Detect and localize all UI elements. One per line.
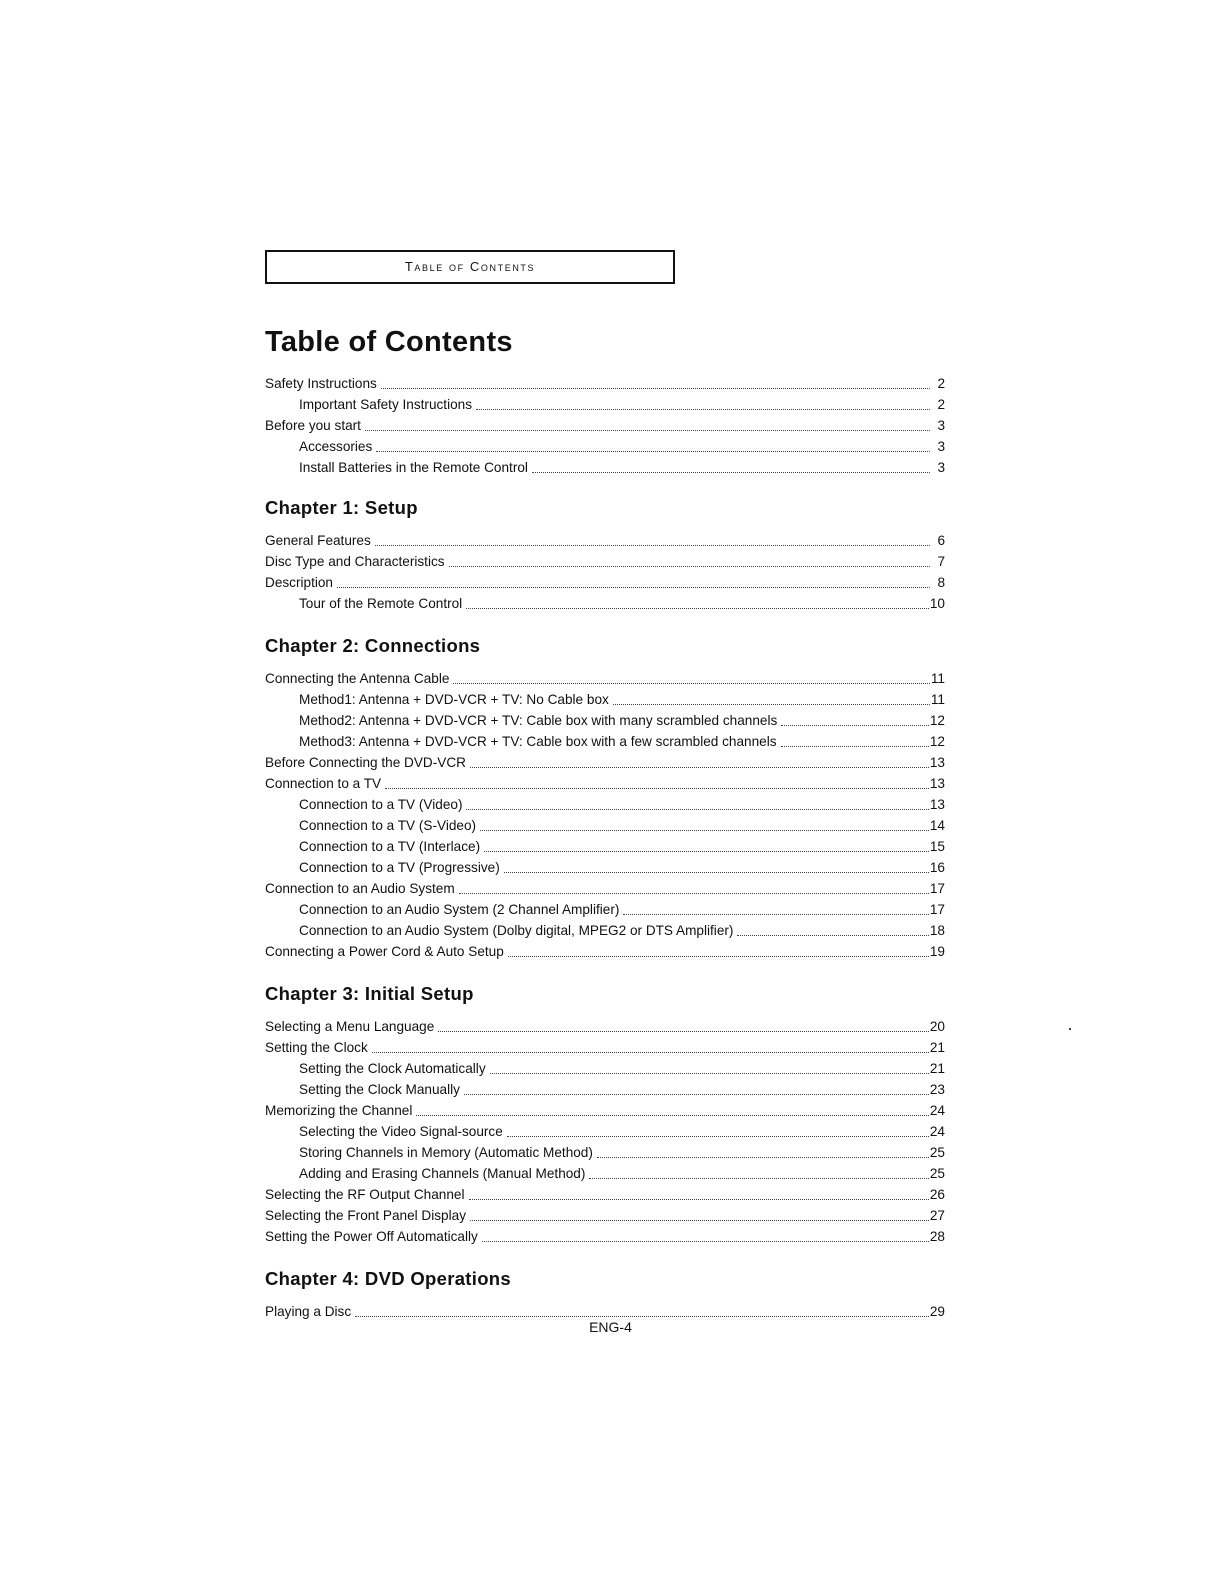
- toc-page-number: 12: [929, 734, 945, 749]
- toc-page-number: 19: [929, 944, 945, 959]
- toc-entry-text: Install Batteries in the Remote Control: [299, 460, 528, 475]
- toc-page-number: 27: [929, 1208, 945, 1223]
- toc-leader-dots: [490, 1073, 929, 1074]
- toc-leader-dots: [470, 767, 929, 768]
- page-title: Table of Contents: [265, 326, 513, 358]
- toc-entry: [265, 1016, 945, 1037]
- toc-leader-dots: [464, 1094, 929, 1095]
- toc-entry: [265, 794, 945, 815]
- toc-entry-text: Setting the Clock Automatically: [299, 1061, 486, 1076]
- toc-page-number: 25: [929, 1145, 945, 1160]
- toc-entry: [265, 593, 945, 614]
- toc-entry: [265, 1058, 945, 1079]
- toc-entry-text: Method1: Antenna + DVD-VCR + TV: No Cable box: [299, 692, 609, 707]
- toc-page-number: 11: [930, 671, 945, 686]
- toc-entry-text: Before you start: [265, 418, 361, 433]
- toc-entry-text: Method2: Antenna + DVD-VCR + TV: Cable box with many scrambled channels: [299, 713, 778, 728]
- toc-leader-dots: [480, 830, 929, 831]
- section-header-box: [265, 250, 675, 284]
- toc-entry-text: Selecting the Video Signal-source: [299, 1124, 503, 1139]
- toc-entry-text: Description: [265, 575, 333, 590]
- toc-entry: [265, 1163, 945, 1184]
- toc-entry-text: Connection to a TV (Interlace): [299, 839, 481, 854]
- toc-page-number: 12: [929, 713, 945, 728]
- toc-entry: [265, 857, 945, 878]
- toc-entry: [265, 1205, 945, 1226]
- section-header-label: Table of Contents: [404, 259, 536, 274]
- toc-entry: [265, 1121, 945, 1142]
- toc-page-number: 25: [929, 1166, 945, 1181]
- toc-page-number: 29: [929, 1304, 945, 1319]
- toc-leader-dots: [476, 409, 930, 410]
- toc-entry-text: Memorizing the Channel: [265, 1103, 413, 1118]
- toc-page-number: 13: [929, 776, 945, 791]
- toc-leader-dots: [438, 1031, 929, 1032]
- chapter-spacer: [265, 614, 945, 624]
- toc-page-number: 21: [929, 1040, 945, 1055]
- toc-page-number: 26: [929, 1187, 945, 1202]
- toc-entry: [265, 941, 945, 962]
- toc-leader-dots: [781, 725, 929, 726]
- page-number: ENG-4: [589, 1319, 632, 1335]
- toc-entry-text: Selecting a Menu Language: [265, 1019, 435, 1034]
- toc-entry: [265, 668, 945, 689]
- toc-leader-dots: [482, 1241, 929, 1242]
- toc-entry-text: Disc Type and Characteristics: [265, 554, 445, 569]
- toc-leader-dots: [416, 1115, 929, 1116]
- toc-entry-text: Connection to a TV (S-Video): [299, 818, 477, 833]
- toc-page-number: 13: [929, 755, 945, 770]
- toc-entry-text: Connecting a Power Cord & Auto Setup: [265, 944, 504, 959]
- toc-entry: [265, 1079, 945, 1100]
- toc-entry: [265, 878, 945, 899]
- toc-leader-dots: [504, 872, 929, 873]
- toc-leader-dots: [597, 1157, 929, 1158]
- toc-entry-text: General Features: [265, 533, 371, 548]
- toc-entry: [265, 373, 945, 394]
- toc-leader-dots: [532, 472, 930, 473]
- toc-page-number: 16: [929, 860, 945, 875]
- scan-speck: [1069, 1028, 1071, 1030]
- toc-entry: [265, 1100, 945, 1121]
- toc-entry: [265, 572, 945, 593]
- toc-leader-dots: [466, 809, 928, 810]
- toc-entry: [265, 1142, 945, 1163]
- toc-entry-text: Adding and Erasing Channels (Manual Method): [299, 1166, 586, 1181]
- chapter-spacer: [265, 1247, 945, 1257]
- toc-entry: [265, 710, 945, 731]
- toc-page-number: 24: [929, 1103, 945, 1118]
- toc-leader-dots: [508, 956, 929, 957]
- toc-page-number: 28: [929, 1229, 945, 1244]
- toc-entry-text: Tour of the Remote Control: [299, 596, 463, 611]
- toc-entry-text: Connection to a TV: [265, 776, 382, 791]
- toc-leader-dots: [781, 746, 929, 747]
- toc-page-number: 2: [937, 397, 945, 412]
- toc-leader-dots: [365, 430, 930, 431]
- toc-page-number: 20: [929, 1019, 945, 1034]
- toc-page-number: 24: [929, 1124, 945, 1139]
- toc-leader-dots: [589, 1178, 928, 1179]
- toc-leader-dots: [484, 851, 929, 852]
- toc-entry: [265, 920, 945, 941]
- toc-entry: [265, 1184, 945, 1205]
- toc-leader-dots: [385, 788, 929, 789]
- toc-entry-text: Connection to an Audio System (2 Channel Amplifier): [299, 902, 620, 917]
- toc-leader-dots: [381, 388, 930, 389]
- toc-entry-text: Connecting the Antenna Cable: [265, 671, 450, 686]
- toc-entry-text: Storing Channels in Memory (Automatic Method): [299, 1145, 593, 1160]
- toc-entry: [265, 815, 945, 836]
- toc-entry: [265, 1037, 945, 1058]
- toc-page-number: 23: [929, 1082, 945, 1097]
- toc-entry-text: Accessories: [299, 439, 373, 454]
- toc-entry-text: Setting the Clock: [265, 1040, 368, 1055]
- toc-page-number: 17: [929, 902, 945, 917]
- toc-leader-dots: [469, 1199, 929, 1200]
- chapter-heading: Chapter 2: Connections: [265, 635, 481, 656]
- toc-page-number: 6: [937, 533, 945, 548]
- toc-entry: [265, 551, 945, 572]
- toc-page-number: 7: [937, 554, 945, 569]
- toc-entry-text: Setting the Clock Manually: [299, 1082, 460, 1097]
- toc-entry-text: Before Connecting the DVD-VCR: [265, 755, 466, 770]
- toc-entry-text: Connection to a TV (Video): [299, 797, 463, 812]
- toc-leader-dots: [453, 683, 929, 684]
- toc-entry-text: Setting the Power Off Automatically: [265, 1229, 478, 1244]
- toc-page-number: 15: [929, 839, 945, 854]
- toc-leader-dots: [470, 1220, 929, 1221]
- toc-entry: [265, 773, 945, 794]
- toc-entry-text: Connection to an Audio System (Dolby digital, MPEG2 or DTS Amplifier): [299, 923, 734, 938]
- toc-leader-dots: [355, 1316, 929, 1317]
- toc-page-number: 21: [929, 1061, 945, 1076]
- chapter-heading: Chapter 4: DVD Operations: [265, 1268, 511, 1289]
- toc-page-number: 13: [929, 797, 945, 812]
- toc-page-number: 18: [929, 923, 945, 938]
- chapter-heading: Chapter 3: Initial Setup: [265, 983, 474, 1004]
- toc-page-number: 3: [937, 418, 945, 433]
- toc-leader-dots: [613, 704, 930, 705]
- toc-page-number: 2: [937, 376, 945, 391]
- toc-entry: [265, 1226, 945, 1247]
- toc-entry: [265, 457, 945, 478]
- toc-leader-dots: [337, 587, 930, 588]
- toc-leader-dots: [623, 914, 928, 915]
- toc-entry-text: Important Safety Instructions: [299, 397, 473, 412]
- toc-entry: [265, 836, 945, 857]
- toc-entry: [265, 899, 945, 920]
- toc-leader-dots: [466, 608, 929, 609]
- toc-page-number: 17: [929, 881, 945, 896]
- toc-page-number: 3: [937, 460, 945, 475]
- toc-leader-dots: [507, 1136, 929, 1137]
- toc-entry-text: Selecting the Front Panel Display: [265, 1208, 466, 1223]
- toc-entry: [265, 752, 945, 773]
- chapter-heading: Chapter 1: Setup: [265, 497, 418, 518]
- toc-entry-text: Selecting the RF Output Channel: [265, 1187, 465, 1202]
- toc-entry: [265, 731, 945, 752]
- toc-leader-dots: [449, 566, 930, 567]
- toc-entry: [265, 530, 945, 551]
- toc-entry: [265, 415, 945, 436]
- toc-entry: [265, 689, 945, 710]
- toc-page-number: 14: [929, 818, 945, 833]
- toc-page-number: 3: [937, 439, 945, 454]
- toc-leader-dots: [376, 451, 930, 452]
- toc-leader-dots: [737, 935, 928, 936]
- toc-page-number: 8: [937, 575, 945, 590]
- toc-page-number: 10: [929, 596, 945, 611]
- toc-entry-text: Safety Instructions: [265, 376, 377, 391]
- toc-entry-text: Connection to an Audio System: [265, 881, 455, 896]
- table-of-contents: [265, 373, 945, 1322]
- toc-page-number: 11: [930, 692, 945, 707]
- toc-entry-text: Method3: Antenna + DVD-VCR + TV: Cable box with a few scrambled channels: [299, 734, 777, 749]
- toc-leader-dots: [459, 893, 929, 894]
- toc-entry-text: Connection to a TV (Progressive): [299, 860, 500, 875]
- toc-entry: [265, 394, 945, 415]
- toc-entry: [265, 436, 945, 457]
- toc-leader-dots: [375, 545, 930, 546]
- toc-leader-dots: [372, 1052, 929, 1053]
- toc-entry-text: Playing a Disc: [265, 1304, 352, 1319]
- chapter-spacer: [265, 962, 945, 972]
